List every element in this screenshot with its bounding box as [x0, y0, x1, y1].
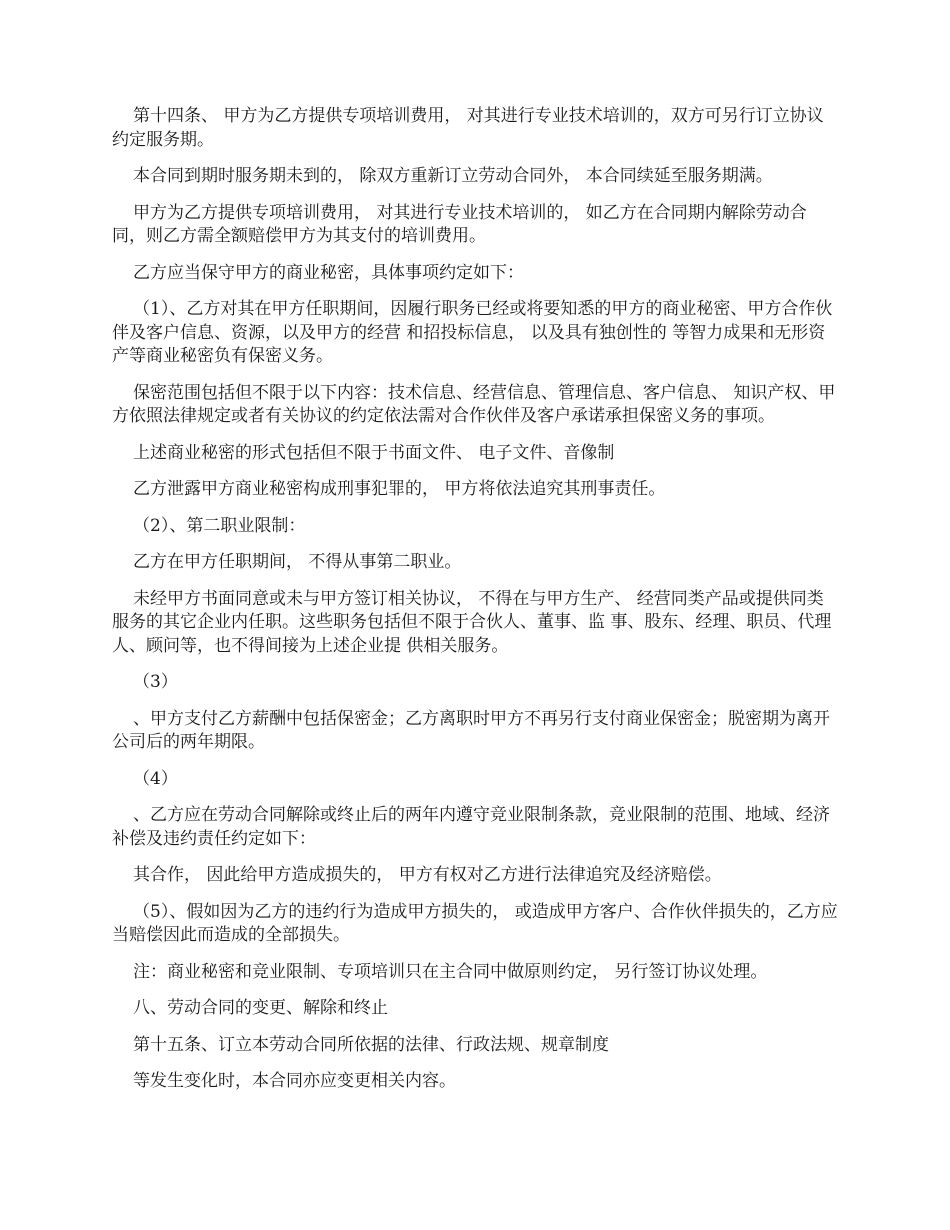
- paragraph-service-period-extension: 本合同到期时服务期未到的， 除双方重新订立劳动合同外， 本合同续延至服务期满。: [133, 166, 773, 186]
- paragraph-competitor-restriction: 未经甲方书面同意或未与甲方签订相关协议， 不得在与甲方生产、 经营同类产品或提供同类服务的其它企业内任职。这些职务包括但不限于合伙人、董事、监 事、股东、经理、职员、代理人、顾问等，也不得间接为上述企业提 供相关服务。: [112, 588, 832, 656]
- paragraph-clause-3-label: （3）: [133, 672, 178, 692]
- paragraph-no-second-job: 乙方在甲方任职期间， 不得从事第二职业。: [133, 552, 462, 572]
- paragraph-article-14: 第十四条、 甲方为乙方提供专项培训费用， 对其进行专业技术培训的，双方可另行订立协议约定服务期。: [112, 106, 824, 150]
- paragraph-training-cost-compensation: 甲方为乙方提供专项培训费用， 对其进行专业技术培训的， 如乙方在合同期内解除劳动合同，则乙方需全额赔偿甲方为其支付的培训费用。: [112, 202, 807, 246]
- paragraph-clause-2: （2）、第二职业限制：: [133, 515, 306, 536]
- paragraph-trade-secret-intro: 乙方应当保守甲方的商业秘密，具体事项约定如下：: [133, 262, 524, 283]
- paragraph-note: 注：商业秘密和竞业限制、专项培训只在主合同中做原则约定， 另行签订协议处理。: [133, 961, 768, 982]
- paragraph-clause-1: （1）、乙方对其在甲方任职期间，因履行职务已经或将要知悉的甲方的商业秘密、甲方合作伙伴及客户信息、资源，以及甲方的经营 和招投标信息， 以及具有独创性的 等智力成果和无形资产等商业秘密负有保密义务。: [112, 299, 833, 366]
- paragraph-clause-4-body: 、乙方应在劳动合同解除或终止后的两年内遵守竞业限制条款，竞业限制的范围、地域、经济补偿及违约责任约定如下：: [112, 805, 830, 849]
- paragraph-secret-forms: 上述商业秘密的形式包括但不限于书面文件、 电子文件、音像制: [133, 442, 615, 463]
- paragraph-clause-5: （5）、假如因为乙方的违约行为造成甲方损失的， 或造成甲方客户、合作伙伴损失的，乙方应当赔偿因此而造成的全部损失。: [112, 901, 838, 945]
- paragraph-criminal-liability: 乙方泄露甲方商业秘密构成刑事犯罪的， 甲方将依法追究其刑事责任。: [133, 479, 666, 499]
- paragraph-confidentiality-scope: 保密范围包括但不限于以下内容：技术信息、经营信息、管理信息、客户信息、 知识产权、甲方依照法律规定或者有关协议的约定依法需对合作伙伴及客户承诺承担保密义务的事项。: [112, 382, 836, 426]
- paragraph-article-15: 第十五条、订立本劳动合同所依据的法律、行政法规、规章制度: [133, 1034, 609, 1055]
- paragraph-cooperation-liability: 其合作， 因此给甲方造成损失的， 甲方有权对乙方进行法律追究及经济赔偿。: [133, 865, 722, 885]
- paragraph-clause-3-body: 、甲方支付乙方薪酬中包括保密金；乙方离职时甲方不再另行支付商业保密金；脱密期为离开公司后的两年期限。: [112, 708, 830, 752]
- paragraph-clause-4-label: （4）: [133, 768, 178, 789]
- section-heading-8: 八、劳动合同的变更、解除和终止: [133, 998, 388, 1018]
- paragraph-article-15-continued: 等发生变化时，本合同亦应变更相关内容。: [133, 1071, 456, 1091]
